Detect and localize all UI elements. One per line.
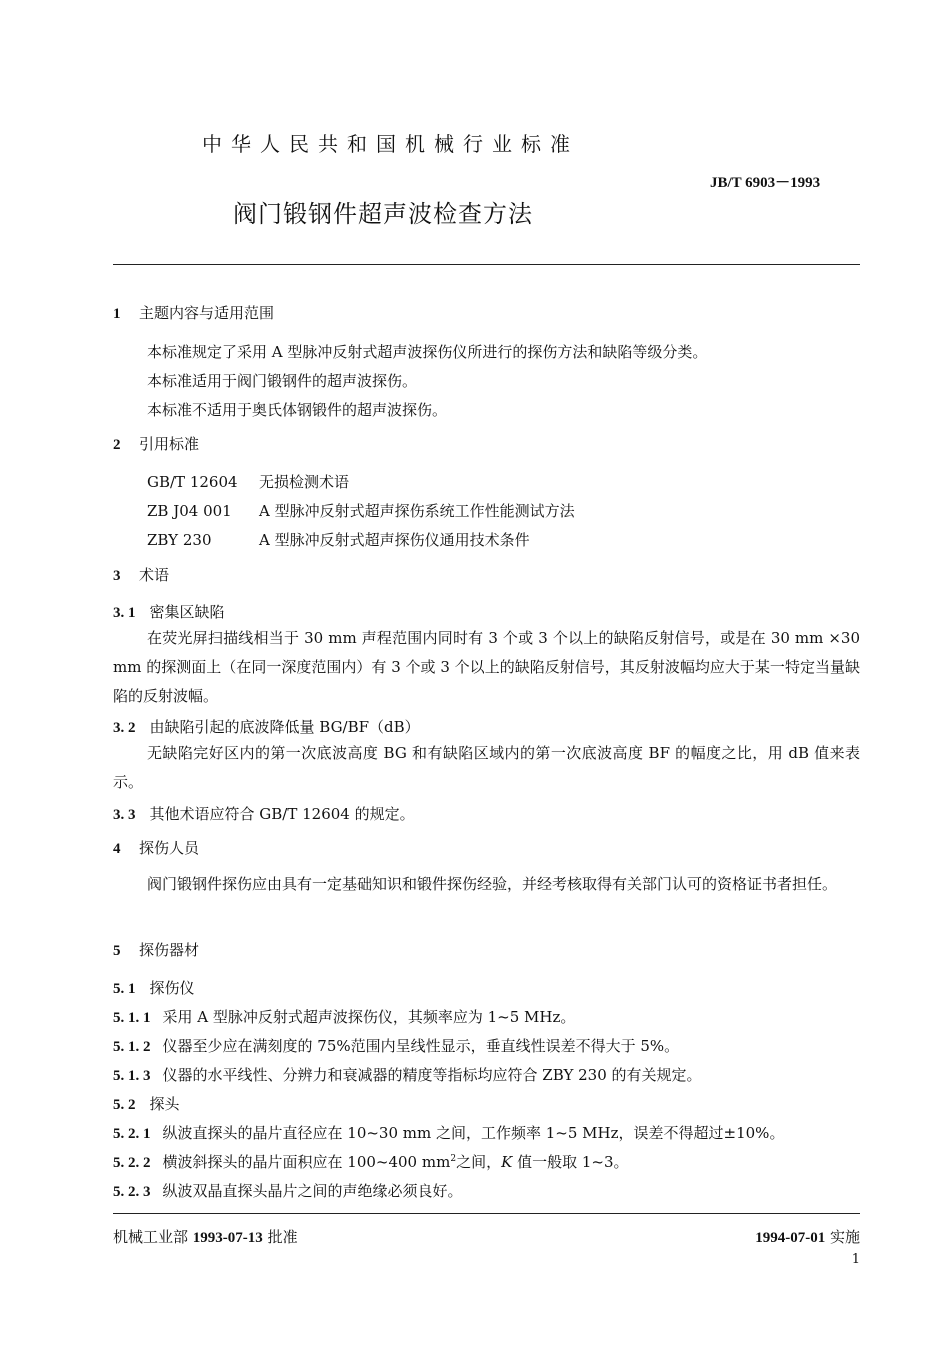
issuer: 机械工业部 xyxy=(113,1228,189,1246)
header-divider xyxy=(113,264,860,265)
clause-5-1-3 xyxy=(113,1064,702,1085)
subsection-3-3-heading xyxy=(113,803,415,824)
section-title: 探伤器材 xyxy=(139,941,200,959)
reference-item xyxy=(147,500,575,521)
clause-number: 5. 1. 3 xyxy=(113,1068,151,1084)
k-symbol: K xyxy=(501,1153,513,1171)
subsection-3-2-heading xyxy=(113,716,420,737)
section-number: 1 xyxy=(113,306,121,322)
reference-code: GB/T 12604 xyxy=(147,473,238,491)
section-number: 5 xyxy=(113,943,121,959)
subsection-title: 密集区缺陷 xyxy=(149,603,225,621)
reference-item xyxy=(147,529,530,550)
clause-text xyxy=(163,1153,629,1171)
clause-5-1-2 xyxy=(113,1035,679,1056)
definition-paragraph: 在荧光屏扫描线相当于 30 mm 声程范围内同时有 3 个或 3 个以上的缺陷反射信号，或是在 30 mm ×30 mm 的探测面上（在同一深度范围内）有 3 个或 3 个以上的缺陷反射信号，其反射波幅均应大于某一特定当量缺陷的反射波幅。 xyxy=(113,629,860,705)
section-number: 2 xyxy=(113,437,121,453)
paragraph: 本标准规定了采用 A 型脉冲反射式超声波探伤仪所进行的探伤方法和缺陷等级分类。 xyxy=(147,343,708,361)
subsection-5-2-heading xyxy=(113,1093,180,1114)
reference-title: A 型脉冲反射式超声探伤系统工作性能测试方法 xyxy=(259,502,575,520)
clause-5-2-3 xyxy=(113,1180,463,1201)
approval-label: 批准 xyxy=(267,1228,298,1246)
section-title: 术语 xyxy=(139,566,170,584)
subsection-title: 探头 xyxy=(149,1095,180,1113)
subsection-number: 5. 2 xyxy=(113,1097,136,1113)
subsection-title: 其他术语应符合 GB/T 12604 的规定。 xyxy=(149,805,415,823)
clause-text: 纵波直探头的晶片直径应在 10~30 mm 之间，工作频率 1~5 MHz，误差不得超过±10%。 xyxy=(162,1124,785,1142)
clause-number: 5. 1. 2 xyxy=(113,1039,151,1055)
clause-text-part: 之间， xyxy=(456,1153,502,1171)
section-3-heading xyxy=(113,564,169,585)
reference-title: A 型脉冲反射式超声探伤仪通用技术条件 xyxy=(259,531,530,549)
clause-text: 仪器的水平线性、分辨力和衰减器的精度等指标均应符合 ZBY 230 的有关规定。 xyxy=(162,1066,702,1084)
clause-number: 5. 2. 1 xyxy=(113,1126,151,1142)
subsection-title: 由缺陷引起的底波降低量 BG/BF（dB） xyxy=(149,718,420,736)
reference-item xyxy=(147,471,349,492)
approval-info xyxy=(113,1226,298,1247)
standard-code: JB/T 6903－1993 xyxy=(710,175,821,191)
effective-date: 1994-07-01 xyxy=(755,1230,826,1246)
paragraph: 阀门锻钢件探伤应由具有一定基础知识和锻件探伤经验，并经考核取得有关部门认可的资格证书者担任。 xyxy=(147,875,838,893)
section-2-heading xyxy=(113,433,199,454)
section-title: 主题内容与适用范围 xyxy=(139,304,275,322)
subsection-5-1-heading xyxy=(113,977,195,998)
approval-date: 1993-07-13 xyxy=(192,1230,263,1246)
section-number: 4 xyxy=(113,841,121,857)
page-number: 1 xyxy=(851,1252,860,1267)
clause-number: 5. 2. 2 xyxy=(113,1155,151,1171)
clause-5-1-1 xyxy=(113,1006,575,1027)
subsection-number: 5. 1 xyxy=(113,981,136,997)
subsection-title: 探伤仪 xyxy=(149,979,195,997)
reference-code: ZBY 230 xyxy=(147,531,212,549)
reference-title: 无损检测术语 xyxy=(259,473,350,491)
clause-text: 采用 A 型脉冲反射式超声波探伤仪，其频率应为 1~5 MHz。 xyxy=(162,1008,576,1026)
clause-number: 5. 1. 1 xyxy=(113,1010,151,1026)
paragraph: 本标准不适用于奥氏体钢锻件的超声波探伤。 xyxy=(147,401,448,419)
clause-text: 纵波双晶直探头晶片之间的声绝缘必须良好。 xyxy=(162,1182,463,1200)
footer-divider xyxy=(113,1213,860,1214)
subsection-3-1-heading xyxy=(113,601,225,622)
section-1-heading xyxy=(113,302,274,323)
clause-number: 5. 2. 3 xyxy=(113,1184,151,1200)
clause-text: 仪器至少应在满刻度的 75%范围内呈线性显示，垂直线性误差不得大于 5%。 xyxy=(162,1037,680,1055)
paragraph: 本标准适用于阀门锻钢件的超声波探伤。 xyxy=(147,372,418,390)
document-title: 阀门锻钢件超声波检查方法 xyxy=(233,200,533,228)
clause-text-part: 横波斜探头的晶片面积应在 100~400 mm xyxy=(162,1153,451,1171)
section-4-heading xyxy=(113,837,199,858)
clause-text-part: 值一般取 1~3。 xyxy=(512,1153,629,1171)
org-title: 中华人民共和国机械行业标准 xyxy=(202,132,579,156)
superscript: 2 xyxy=(450,1154,457,1164)
clause-5-2-1 xyxy=(113,1122,784,1143)
effective-info xyxy=(755,1226,860,1247)
section-5-heading xyxy=(113,939,199,960)
subsection-number: 3. 2 xyxy=(113,720,136,736)
definition-paragraph: 无缺陷完好区内的第一次底波高度 BG 和有缺陷区域内的第一次底波高度 BF 的幅度之比，用 dB 值来表示。 xyxy=(113,744,860,791)
section-title: 引用标准 xyxy=(139,435,200,453)
subsection-number: 3. 3 xyxy=(113,807,136,823)
effective-label: 实施 xyxy=(829,1228,860,1246)
section-title: 探伤人员 xyxy=(139,839,200,857)
clause-5-2-2 xyxy=(113,1151,629,1172)
subsection-number: 3. 1 xyxy=(113,605,136,621)
section-number: 3 xyxy=(113,568,121,584)
reference-code: ZB J04 001 xyxy=(147,502,232,520)
